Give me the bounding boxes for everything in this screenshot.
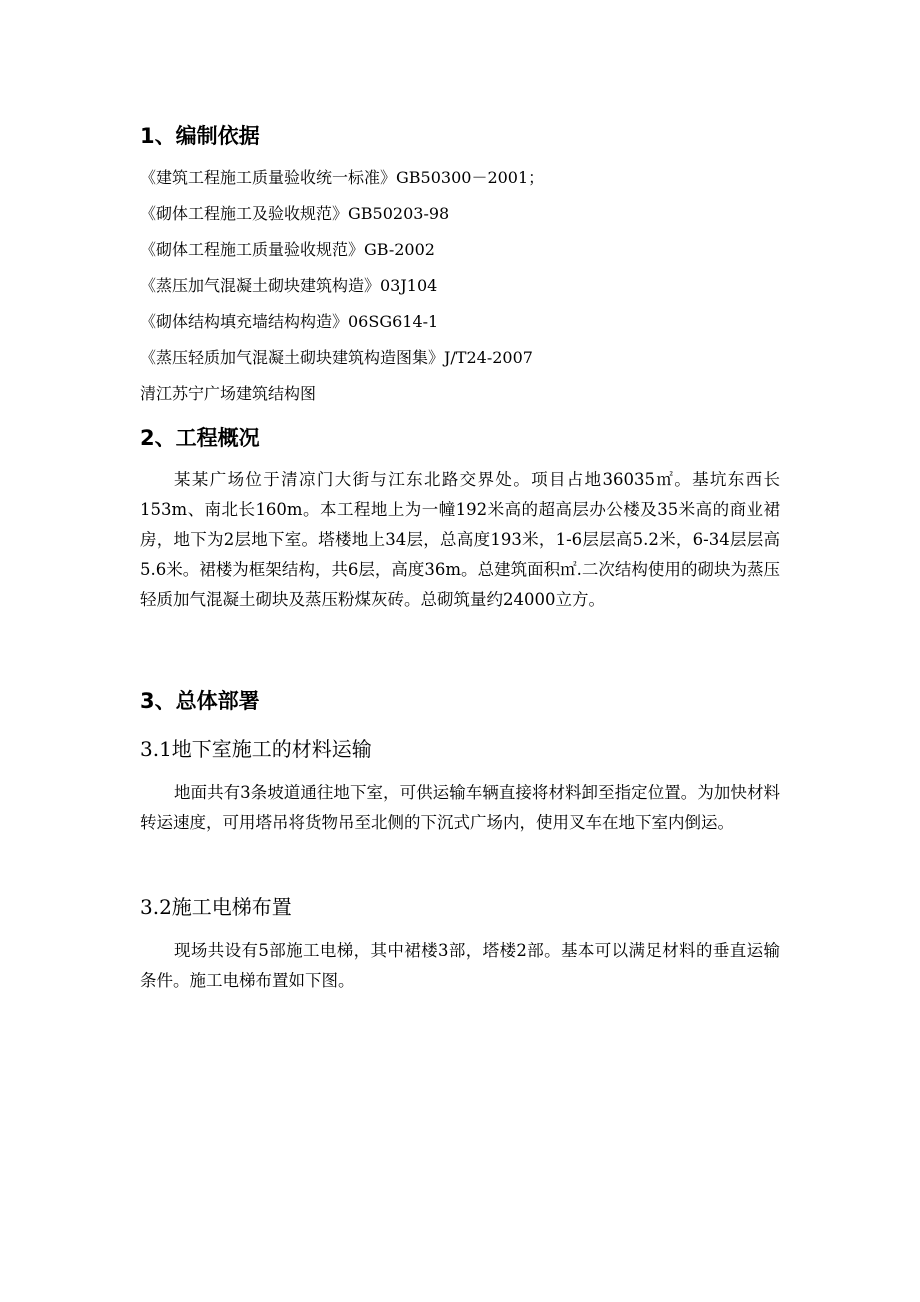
reference-item: 《砌体结构填充墙结构构造》06SG614-1 — [140, 312, 439, 331]
reference-item: 《砌体工程施工及验收规范》GB50203-98 — [140, 204, 450, 223]
reference-item: 《建筑工程施工质量验收统一标准》GB50300－2001； — [140, 168, 545, 187]
project-overview-paragraph: 某某广场位于清凉门大街与江东北路交界处。项目占地36035㎡。基坑东西长153m、南北长160m。本工程地上为一幢192米高的超高层办公楼及35米高的商业裙房，地下为2层地下室。塔楼地上34层，总高度193米，1-6层层高5.2米，6-34层层高5.6米。裙楼为框架结构，共6层，高度36m。总建筑面积㎡.二次结构使用的砌块为蒸压轻质加气混凝土砌块及蒸压粉煤灰砖。总砌筑量约24000立方。 — [140, 470, 780, 609]
section-3-heading: 3、总体部署 — [140, 689, 260, 713]
subsection-3-2-heading: 3.2施工电梯布置 — [140, 895, 292, 919]
subsection-3-1-heading: 3.1地下室施工的材料运输 — [140, 737, 372, 761]
reference-item: 《砌体工程施工质量验收规范》GB-2002 — [140, 240, 435, 259]
reference-item: 《蒸压轻质加气混凝土砌块建筑构造图集》J/T24-2007 — [140, 348, 533, 367]
section-2-heading: 2、工程概况 — [140, 426, 260, 450]
section-1-heading: 1、编制依据 — [140, 124, 260, 148]
reference-item: 《蒸压加气混凝土砌块建筑构造》03J104 — [140, 276, 438, 295]
reference-item: 清江苏宁广场建筑结构图 — [140, 384, 317, 403]
material-transport-paragraph: 地面共有3条坡道通往地下室，可供运输车辆直接将材料卸至指定位置。为加快材料转运速度，可用塔吊将货物吊至北侧的下沉式广场内，使用叉车在地下室内倒运。 — [140, 783, 780, 832]
elevator-layout-paragraph: 现场共设有5部施工电梯，其中裙楼3部，塔楼2部。基本可以满足材料的垂直运输条件。施工电梯布置如下图。 — [140, 941, 780, 990]
